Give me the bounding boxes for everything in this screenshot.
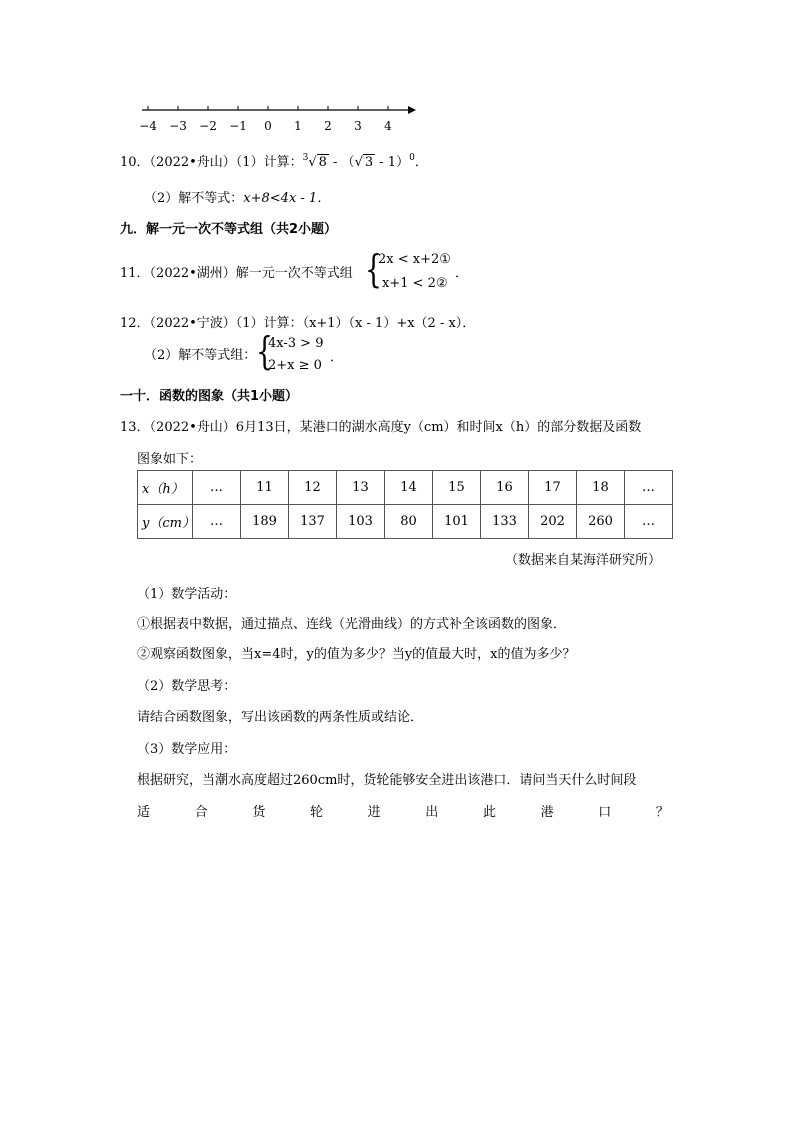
table-cell: 14 bbox=[385, 471, 433, 505]
table-cell: 260 bbox=[577, 505, 625, 539]
table-cell: 202 bbox=[529, 505, 577, 539]
q10-part2-expr: x+8<4x - 1． bbox=[243, 191, 331, 206]
question-13-line2: 图象如下： bbox=[137, 452, 203, 467]
number-line-label: 2 bbox=[324, 119, 332, 133]
table-cell: 15 bbox=[433, 471, 481, 505]
q13-p1b: ②观察函数图象，当x=4时，y的值为多少？当y的值最大时，x的值为多少？ bbox=[137, 647, 576, 662]
number-line-label: 0 bbox=[264, 119, 272, 133]
table-header-cell: x（h） bbox=[138, 471, 193, 505]
table-cell: 12 bbox=[289, 471, 337, 505]
q12-brace: { bbox=[256, 329, 273, 373]
sqrt: √ 3 bbox=[354, 155, 374, 170]
q13-p3: （3）数学应用： bbox=[137, 742, 237, 757]
q10-rest: - 1） bbox=[375, 155, 410, 170]
spread-char: 港 bbox=[540, 805, 554, 820]
table-header-cell: y（cm） bbox=[138, 505, 193, 539]
q12-part2: （2）解不等式组： bbox=[144, 348, 257, 363]
number-line-label: −3 bbox=[169, 119, 187, 133]
table-cell: … bbox=[193, 471, 241, 505]
q11-brace: { bbox=[365, 247, 382, 291]
q12-line1: 4x-3 > 9 bbox=[268, 336, 324, 351]
table-cell: 80 bbox=[385, 505, 433, 539]
table-cell: 133 bbox=[481, 505, 529, 539]
spread-char: 适 bbox=[137, 805, 151, 820]
q11-text: 11．（2022•湖州）解一元一次不等式组 bbox=[120, 266, 353, 281]
table-row bbox=[138, 471, 673, 505]
table-cell: … bbox=[625, 505, 673, 539]
q13-p1: （1）数学活动： bbox=[137, 587, 237, 602]
q13-p2: （2）数学思考： bbox=[137, 679, 237, 694]
number-line-label: −1 bbox=[229, 119, 247, 133]
q13-p1a: ①根据表中数据，通过描点、连线（光滑曲线）的方式补全该函数的图象． bbox=[137, 617, 567, 632]
q10-end: ． bbox=[414, 155, 428, 170]
table-cell: 101 bbox=[433, 505, 481, 539]
q10-part2 bbox=[144, 187, 330, 206]
spread-char: 合 bbox=[194, 805, 208, 820]
table-cell: 137 bbox=[289, 505, 337, 539]
question-13-line1: 13．（2022•舟山）6月13日，某港口的湖水高度y（cm）和时间x（h）的部分数据及函数 bbox=[120, 420, 642, 435]
sqrt-value: 3 bbox=[364, 155, 374, 170]
cube-root-value: 8 bbox=[318, 155, 327, 170]
q10-minus: - （ bbox=[328, 155, 355, 170]
q11-line1: 2x < x+2① bbox=[378, 252, 451, 267]
table-cell: 17 bbox=[529, 471, 577, 505]
spread-char: 货 bbox=[252, 805, 266, 820]
q10-label: 10．（2022•舟山）（1）计算： bbox=[120, 155, 303, 170]
q11-end: ． bbox=[455, 266, 469, 281]
spread-char: 轮 bbox=[309, 805, 323, 820]
question-10 bbox=[120, 151, 428, 170]
question-11 bbox=[120, 262, 353, 281]
number-line-label: −4 bbox=[139, 119, 157, 133]
q10-exponent: 0 bbox=[409, 153, 415, 163]
q11-line2: x+1 < 2② bbox=[382, 276, 448, 291]
number-line bbox=[138, 98, 428, 138]
section-9-heading: 九．解一元一次不等式组（共2小题） bbox=[120, 222, 338, 237]
section-10-heading: 一十．函数的图象（共1小题） bbox=[120, 389, 299, 404]
number-line-label: 3 bbox=[354, 119, 362, 133]
cube-root-index: 3 bbox=[302, 153, 309, 163]
q12-end: ． bbox=[330, 350, 344, 365]
table-cell: 16 bbox=[481, 471, 529, 505]
table-row bbox=[138, 505, 673, 539]
table-cell: 18 bbox=[577, 471, 625, 505]
spread-char: 此 bbox=[482, 805, 496, 820]
number-line-label: 1 bbox=[294, 119, 302, 133]
spread-char: 口 bbox=[598, 805, 612, 820]
q10-part2-label: （2）解不等式： bbox=[144, 191, 244, 206]
question-12: 12．（2022•宁波）（1）计算：（x+1）（x - 1）+x（2 - x）． bbox=[120, 316, 476, 331]
table-cell: 13 bbox=[337, 471, 385, 505]
q12-line2: 2+x ≥ 0 bbox=[268, 358, 322, 373]
q13-p3a: 根据研究，当潮水高度超过260cm时，货轮能够安全进出该港口．请问当天什么时间段 bbox=[137, 773, 637, 788]
q13-p3b bbox=[137, 801, 669, 820]
table-cell: … bbox=[193, 505, 241, 539]
cube-root: $^3$√ 8 bbox=[302, 153, 327, 170]
data-source: （数据来自某海洋研究所） bbox=[505, 553, 662, 568]
table-cell: 103 bbox=[337, 505, 385, 539]
table-cell: … bbox=[625, 471, 673, 505]
spread-char: ？ bbox=[655, 805, 669, 820]
table-cell: 189 bbox=[241, 505, 289, 539]
number-line-label: −2 bbox=[199, 119, 217, 133]
data-table bbox=[137, 470, 673, 539]
q13-p2a: 请结合函数图象，写出该函数的两条性质或结论． bbox=[137, 710, 424, 725]
spread-char: 出 bbox=[425, 805, 439, 820]
spread-char: 进 bbox=[367, 805, 381, 820]
table-cell: 11 bbox=[241, 471, 289, 505]
number-line-label: 4 bbox=[384, 119, 392, 133]
